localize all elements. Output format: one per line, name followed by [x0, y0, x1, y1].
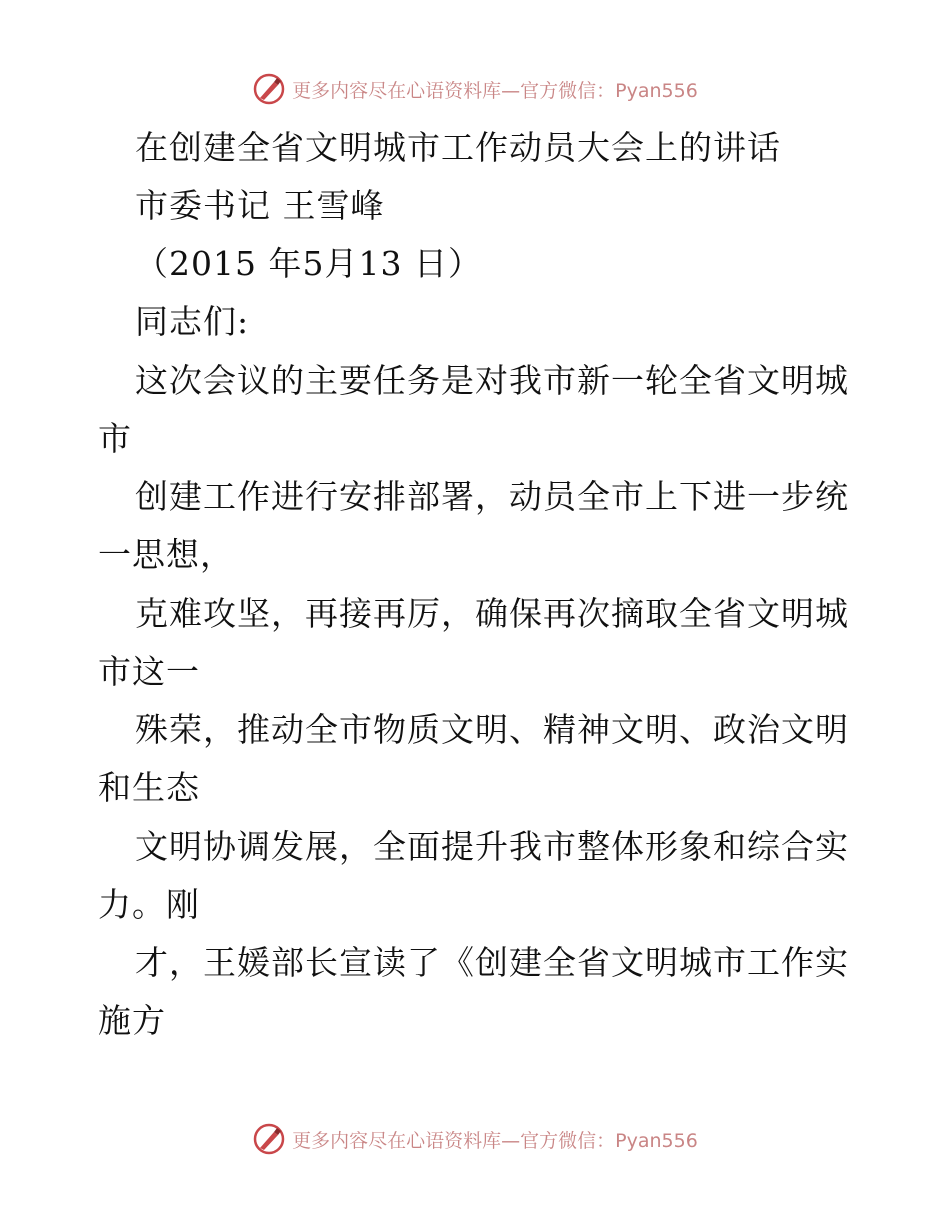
paragraph-line: 文明协调发展，全面提升我市整体形象和综合实 [135, 827, 849, 866]
footer-watermark [0, 1122, 950, 1156]
paragraph-line: 这次会议的主要任务是对我市新一轮全省文明城 [135, 361, 849, 400]
pen-in-circle-icon [252, 72, 286, 106]
paragraph-line: 殊荣，推动全市物质文明、精神文明、政治文明 [135, 710, 849, 749]
pen-in-circle-icon [252, 1122, 286, 1156]
paragraph-line: 市这一 [98, 652, 200, 691]
paragraph-line: 一思想， [98, 535, 234, 574]
watermark-text: 更多内容尽在心语资料库—官方微信：Pyan556 [292, 1129, 698, 1152]
paragraph-line: 力。刚 [98, 885, 200, 924]
paragraph-line: 施方 [98, 1001, 166, 1040]
paragraph-line: 克难攻坚，再接再厉，确保再次摘取全省文明城 [135, 594, 849, 633]
watermark-text: 更多内容尽在心语资料库—官方微信：Pyan556 [292, 79, 698, 102]
paragraph-line: 和生态 [98, 768, 200, 807]
date-line: （2015 年5月13 日） [135, 244, 482, 283]
header-watermark [0, 72, 950, 106]
paragraph-line: 创建工作进行安排部署，动员全市上下进一步统 [135, 477, 849, 516]
salutation: 同志们: [135, 302, 250, 341]
paragraph-line: 才，王媛部长宣读了《创建全省文明城市工作实 [135, 943, 849, 982]
paragraph-line: 市 [98, 419, 132, 458]
speaker-line: 市委书记 王雪峰 [135, 186, 385, 225]
speech-title: 在创建全省文明城市工作动员大会上的讲话 [135, 128, 781, 167]
